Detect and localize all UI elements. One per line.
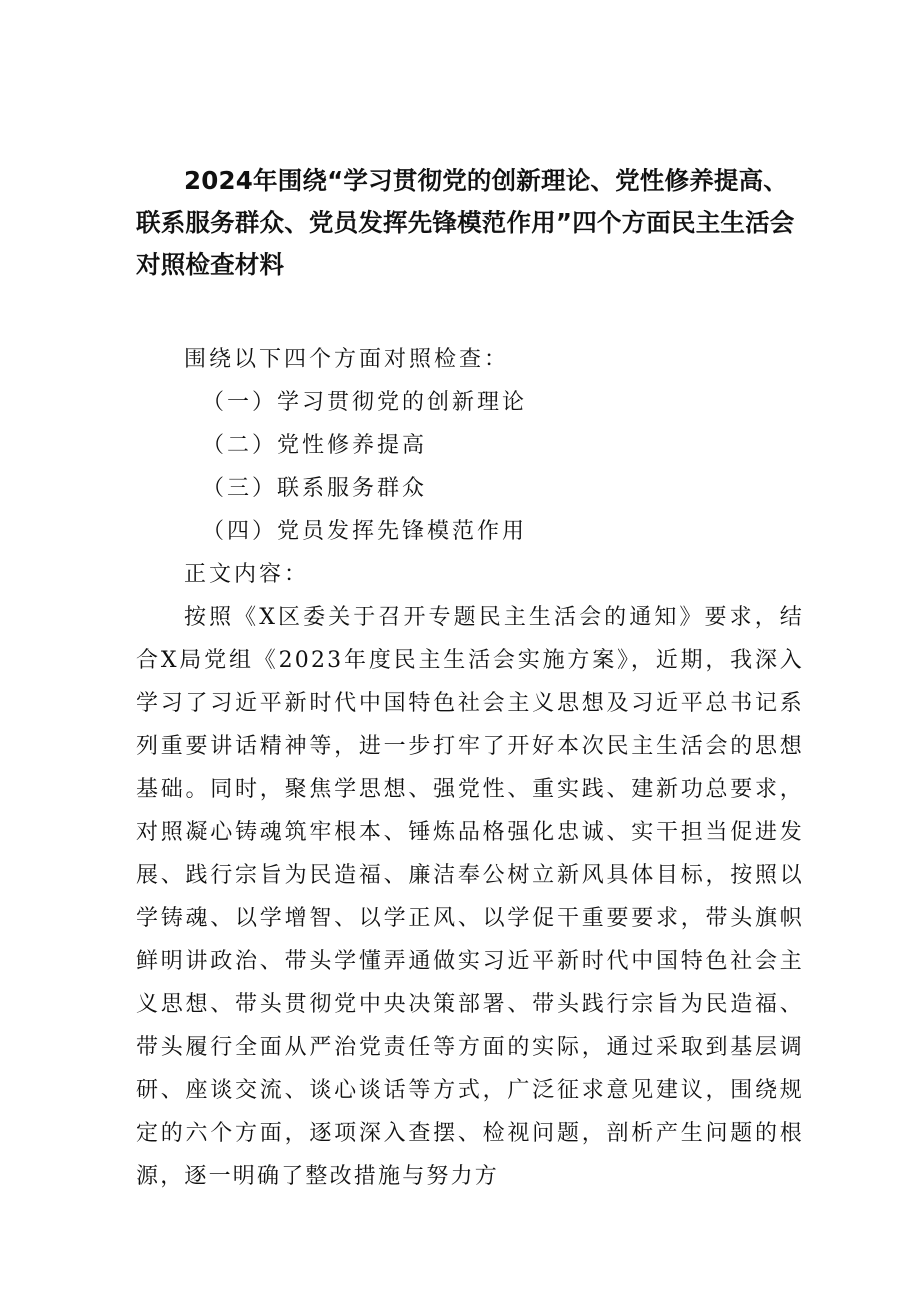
document-title: 2024年围绕“学习贯彻党的创新理论、党性修养提高、联系服务群众、党员发挥先锋模范作用”四个方面民主生活会对照检查材料 <box>136 166 795 279</box>
document-body <box>136 338 804 1198</box>
list-item: （四）党员发挥先锋模范作用 <box>202 519 528 544</box>
body-paragraph: 按照《X区委关于召开专题民主生活会的通知》要求，结合X局党组《2023年度民主生活会实施方案》，近期，我深入学习了习近平新时代中国特色社会主义思想及习近平总书记系列重要讲话精神等，进一步打牢了开好本次民主生活会的思想基础。同时，聚焦学思想、强党性、重实践、建新功总要求，对照凝心铸魂筑牢根本、锤炼品格强化忠诚、实干担当促进发展、践行宗旨为民造福、廉洁奉公树立新风具体目标，按照以学铸魂、以学增智、以学正风、以学促干重要要求，带头旗帜鲜明讲政治、带头学懂弄通做实习近平新时代中国特色社会主义思想、带头贯彻党中央决策部署、带头践行宗旨为民造福、带头履行全面从严治党责任等方面的实际，通过采取到基层调研、座谈交流、谈心谈话等方式，广泛征求意见建议，围绕规定的六个方面，逐项深入查摆、检视问题，剖析产生问题的根源，逐一明确了整改措施与努力方 <box>136 605 804 1189</box>
list-item: （二）党性修养提高 <box>202 433 428 458</box>
list-item: （一）学习贯彻党的创新理论 <box>202 390 528 415</box>
content-label: 正文内容： <box>184 562 310 587</box>
list-item: （三）联系服务群众 <box>202 476 428 501</box>
intro-text: 围绕以下四个方面对照检查： <box>184 347 510 372</box>
